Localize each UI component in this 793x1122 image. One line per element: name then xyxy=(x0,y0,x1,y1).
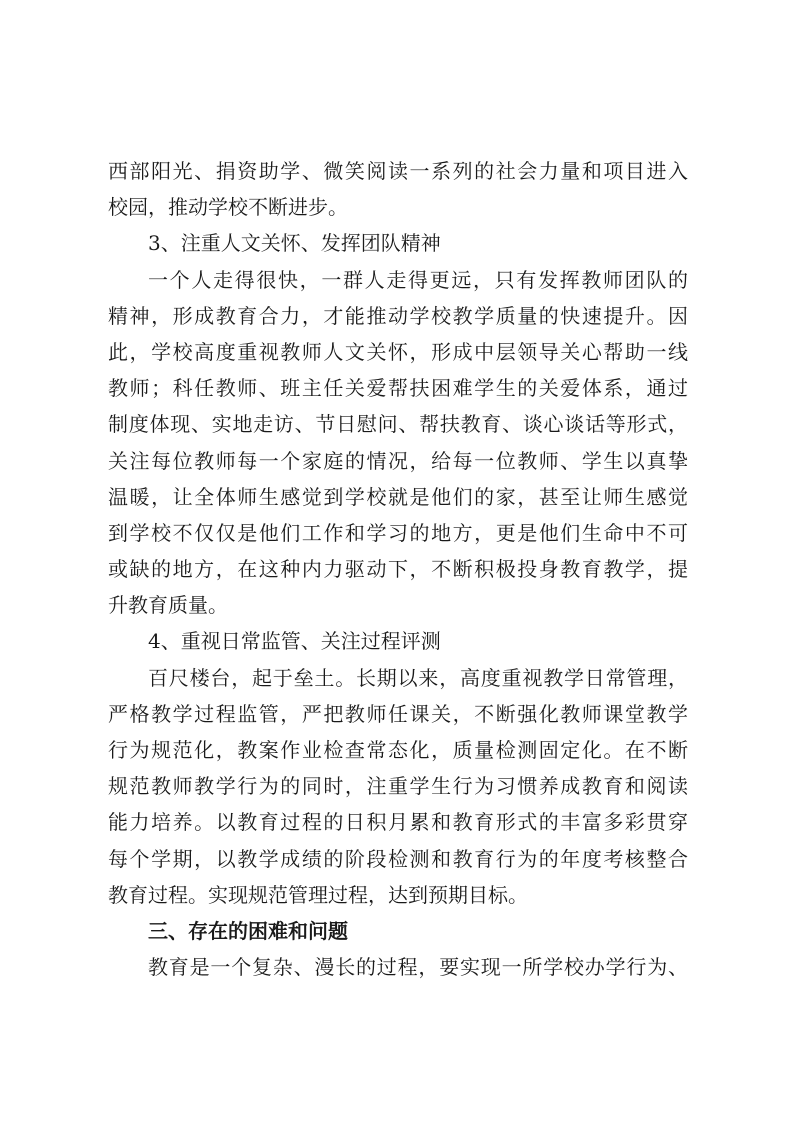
text-line: 制度体现、实地走访、节日慰问、帮扶教育、谈心谈话等形式， xyxy=(108,412,688,437)
text-line: 此，学校高度重视教师人文关怀，形成中层领导关心帮助一线 xyxy=(108,339,688,364)
text-line: 4、重视日常监管、关注过程评测 xyxy=(148,629,441,654)
text-line: 能力培养。以教育过程的日积月累和教育形式的丰富多彩贯穿 xyxy=(108,810,688,835)
text-line: 或缺的地方，在这种内力驱动下，不断积极投身教育教学，提 xyxy=(108,557,688,582)
body-text xyxy=(108,153,688,985)
text-line: 温暖，让全体师生感觉到学校就是他们的家，甚至让师生感觉 xyxy=(108,484,688,509)
text-line: 精神，形成教育合力，才能推动学校教学质量的快速提升。因 xyxy=(108,303,688,328)
text-line: 西部阳光、捐资助学、微笑阅读一系列的社会力量和项目进入 xyxy=(108,159,688,183)
text-line: 到学校不仅仅是他们工作和学习的地方，更是他们生命中不可 xyxy=(108,520,688,545)
text-line: 严格教学过程监管，严把教师任课关，不断强化教师课堂教学 xyxy=(108,701,688,726)
text-line: 教育是一个复杂、漫长的过程，要实现一所学校办学行为、 xyxy=(148,955,688,980)
text-line: 每个学期，以教学成绩的阶段检测和教育行为的年度考核整合 xyxy=(108,846,688,871)
text-line: 升教育质量。 xyxy=(108,593,228,618)
text-line: 百尺楼台，起于垒土。长期以来，高度重视教学日常管理， xyxy=(148,665,688,690)
text-line: 教育过程。实现规范管理过程，达到预期目标。 xyxy=(108,882,528,907)
text-line: 校园，推动学校不断进步。 xyxy=(108,195,348,220)
text-line: 关注每位教师每一个家庭的情况，给每一位教师、学生以真挚 xyxy=(108,448,688,473)
text-line: 规范教师教学行为的同时，注重学生行为习惯养成教育和阅读 xyxy=(108,774,688,799)
section-heading: 三、存在的困难和问题 xyxy=(148,918,348,943)
text-line: 行为规范化，教案作业检查常态化，质量检测固定化。在不断 xyxy=(108,738,688,762)
text-line: 教师；科任教师、班主任关爱帮扶困难学生的关爱体系，通过 xyxy=(108,376,688,401)
text-line: 一个人走得很快，一群人走得更远，只有发挥教师团队的 xyxy=(148,267,688,292)
text-line: 3、注重人文关怀、发挥团队精神 xyxy=(148,231,441,256)
